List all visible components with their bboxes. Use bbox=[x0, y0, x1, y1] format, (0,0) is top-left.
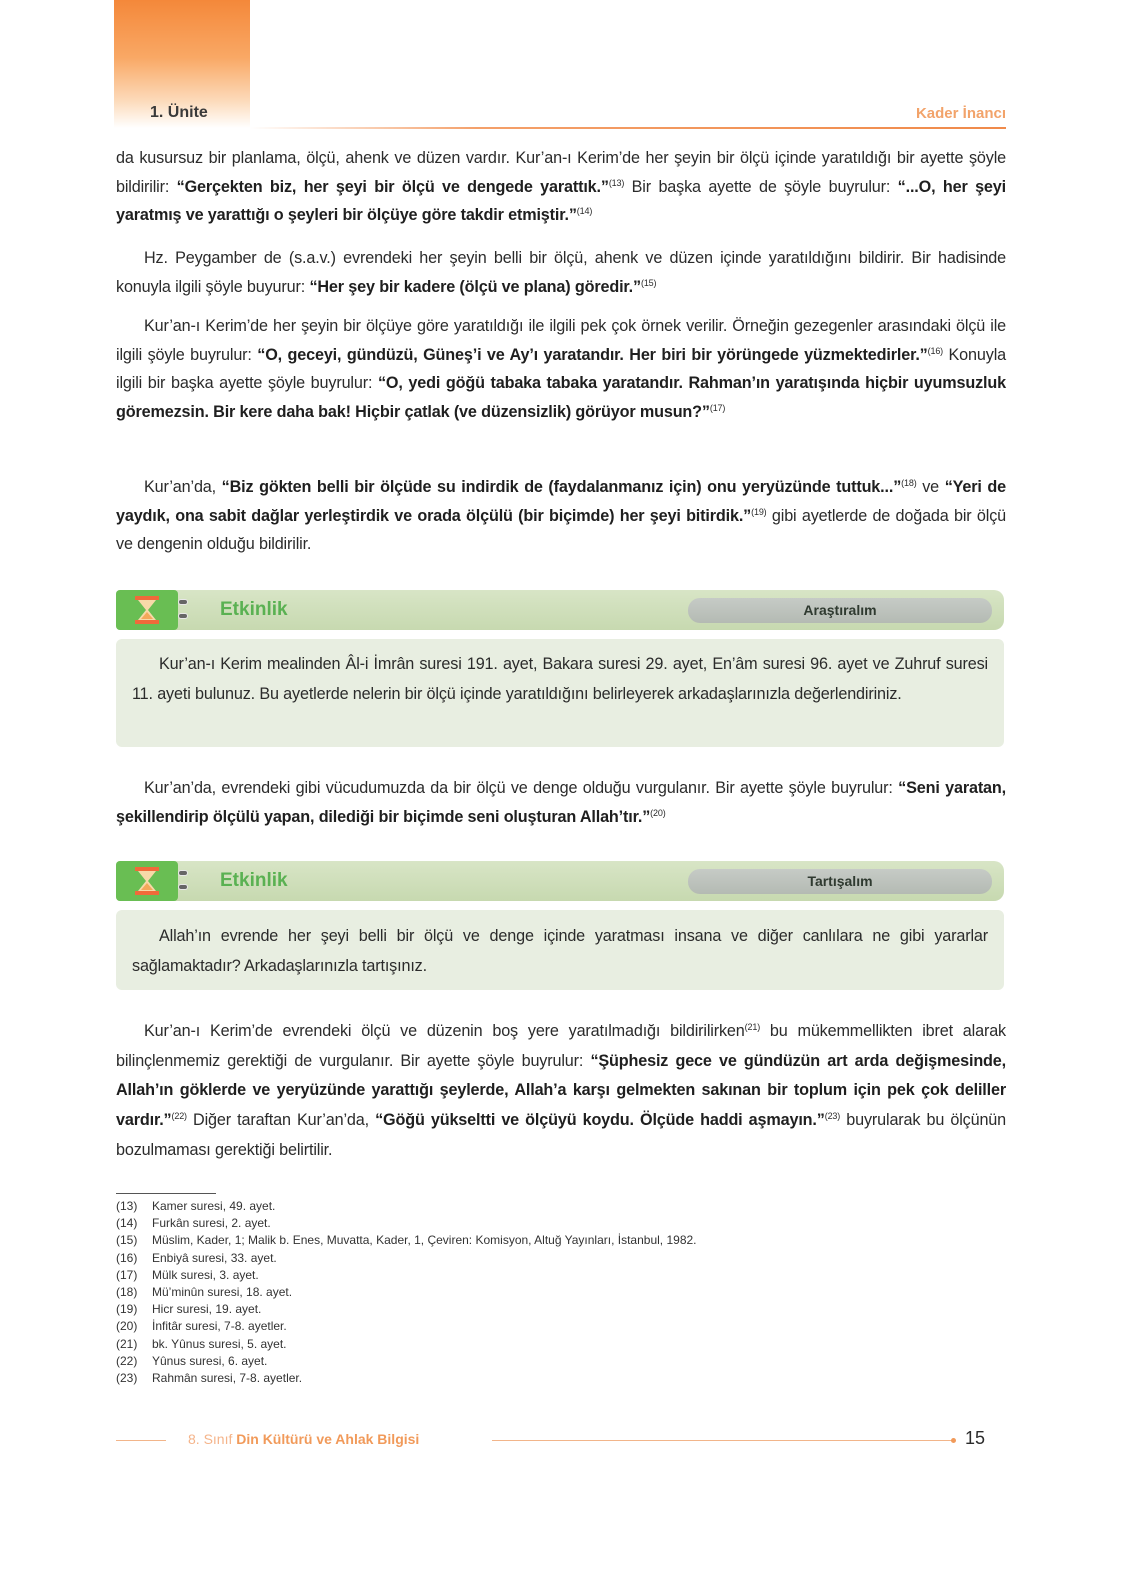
footnote-ref: (21) bbox=[744, 1022, 761, 1032]
footer-book-title bbox=[188, 1431, 419, 1447]
footnotes bbox=[116, 1198, 697, 1387]
paragraph: Hz. Peygamber de (s.a.v.) evrendeki her şeyin belli bir ölçü, ahenk ve düzen içinde yaratıldığını bildirir. Bir hadisinde konuyla ilgili şöyle buyurur: “Her şey bir kadere (ölçü ve plana) göredir.”$^{(15)}$ bbox=[116, 249, 1006, 296]
paragraph: Kur’an’da, evrendeki gibi vücudumuzda da bir ölçü ve denge olduğu vurgulanır. Bir ayette şöyle buyrulur: “Seni yaratan, şekillendirip ölçülü yapan, dilediği bir biçimde seni oluşturan Allah’tır.”$^{(20)}$ bbox=[116, 779, 1006, 826]
footnote-item bbox=[116, 1215, 697, 1232]
footnote-ref: (14) bbox=[576, 206, 593, 216]
footnote-item bbox=[116, 1370, 697, 1387]
hourglass-icon bbox=[133, 866, 161, 896]
quote-text: “Şüphesiz gece ve gündüzün art arda değişmesinde, Allah’ın göklerde ve yeryüzünde yarattığı şeylerde, Allah’a karşı gelmekten sakınan bir toplum için pek çok deliller vardır.” bbox=[116, 1051, 1006, 1130]
footer-rule-left bbox=[116, 1440, 166, 1441]
activity-body bbox=[116, 910, 1004, 990]
footnote-number: (14) bbox=[116, 1216, 138, 1231]
footnote-number: (16) bbox=[116, 1250, 138, 1265]
footnote-number: (21) bbox=[116, 1336, 138, 1351]
quote-text: “O, yedi göğü tabaka tabaka yaratandır. Rahman’ın yaratışında hiçbir uyumsuzluk göremezsin. Bir kere daha bak! Hiçbir çatlak (ve düzensizlik) görüyor musun?” bbox=[116, 374, 1006, 421]
footer-rule-right bbox=[492, 1440, 952, 1441]
quote-text: “O, geceyi, gündüzü, Güneş’i ve Ay’ı yaratandır. Her biri bir yörüngede yüzmektedirler.” bbox=[257, 345, 928, 364]
footnote-number: (13) bbox=[116, 1199, 138, 1213]
footnote-item bbox=[116, 1284, 697, 1301]
unit-label: 1. Ünite bbox=[150, 104, 208, 121]
footer-dot bbox=[951, 1438, 956, 1443]
paragraph: da kusursuz bir planlama, ölçü, ahenk ve düzen vardır. Kur’an-ı Kerim’de her şeyin bir ölçü içinde yaratıldığı bir ayette şöyle bildirilir: “Gerçekten biz, her şeyi bir ölçü ve dengede yarattık.”$^{(13)}$ Bir başka ayette de şöyle buyrulur: “...O, her şeyi yaratmış ve yarattığı o şeyleri bir ölçüye göre takdir etmiştir.”$^{(14)}$ bbox=[116, 149, 1006, 224]
footer-grade: 8. Sınıf bbox=[188, 1431, 233, 1447]
paragraph: Kur’an-ı Kerim’de evrendeki ölçü ve düzenin boş yere yaratılmadığı bildirilirken$^{(21)}$ bu mükemmellikten ibret alarak bilinçlenmemiz gerektiği de vurgulanır. Bir ayette şöyle buyrulur: “Şüphesiz gece ve gündüzün art arda değişmesinde, Allah’ın göklerde ve yeryüzünde yarattığı şeylerde, Allah’a karşı gelmekten sakınan bir toplum için pek çok deliller vardır.”$^{(22)}$ Diğer taraftan Kur’an’da, “Göğü yükseltti ve ölçüyü koydu. Ölçüde haddi aşmayın.”$^{(23)}$ buyrularak bu ölçünün bozulmaması gerektiği belirtilir. bbox=[116, 1022, 1006, 1159]
footnote-item bbox=[116, 1250, 697, 1267]
activity-tag: Tartışalım bbox=[688, 869, 992, 894]
footnote-number: (20) bbox=[116, 1319, 138, 1334]
footnote-ref: (17) bbox=[709, 402, 726, 413]
activity-header bbox=[116, 861, 1004, 901]
footnote-text: İnfitâr suresi, 7-8. ayetler. bbox=[152, 1319, 287, 1334]
activity-header bbox=[116, 590, 1004, 630]
footnote-ref: (13) bbox=[608, 177, 625, 188]
footnote-ref: (22) bbox=[171, 1111, 187, 1122]
activity-title: Etkinlik bbox=[220, 870, 288, 891]
footnote-text: Rahmân suresi, 7-8. ayetler. bbox=[152, 1371, 303, 1386]
binder-rings bbox=[179, 871, 187, 893]
footnote-number: (17) bbox=[116, 1267, 138, 1282]
activity-title: Etkinlik bbox=[220, 599, 288, 620]
footnote-number: (22) bbox=[116, 1353, 138, 1368]
footnote-item bbox=[116, 1267, 697, 1284]
footnote-number: (15) bbox=[116, 1233, 138, 1248]
footnote-ref: (20) bbox=[650, 807, 666, 818]
activity-text: Allah’ın evrende her şeyi belli bir ölçü ve denge içinde yaratması insana ve diğer canlılara ne gibi yararlar sağlamaktadır? Arkadaşlarınızla tartışınız. bbox=[132, 927, 988, 975]
footnote-item bbox=[116, 1318, 697, 1335]
footnote-text: bk. Yûnus suresi, 5. ayet. bbox=[152, 1336, 287, 1351]
activity-icon-box bbox=[116, 861, 178, 901]
header-rule bbox=[250, 127, 1006, 129]
footnote-ref: (23) bbox=[824, 1111, 841, 1122]
footnote-item bbox=[116, 1301, 697, 1318]
paragraph: Kur’an-ı Kerim’de her şeyin bir ölçüye göre yaratıldığı ile ilgili pek çok örnek verilir. Örneğin gezegenler arasındaki ölçü ile ilgili şöyle buyrulur: “O, geceyi, gündüzü, Güneş’i ve Ay’ı yaratandır. Her biri bir yörüngede yüzmektedirler.”$^{(16)}$ Konuyla ilgili bir başka ayette şöyle buyrulur: “O, yedi göğü tabaka tabaka yaratandır. Rahman’ın yaratışında hiçbir uyumsuzluk göremezsin. Bir kere daha bak! Hiçbir çatlak (ve düzensizlik) görüyor musun?”$^{(17)}$ bbox=[116, 317, 1006, 421]
footer-subject: Din Kültürü ve Ahlak Bilgisi bbox=[236, 1431, 420, 1447]
footnote-ref: (19) bbox=[751, 506, 767, 517]
footnote-text: Yûnus suresi, 6. ayet. bbox=[152, 1353, 268, 1368]
activity-body bbox=[116, 639, 1004, 747]
footnote-text: Hicr suresi, 19. ayet. bbox=[152, 1302, 262, 1317]
footnote-item bbox=[116, 1198, 697, 1215]
activity-text: Kur’an-ı Kerim mealinden Âl-i İmrân suresi 191. ayet, Bakara suresi 29. ayet, En’âm suresi 96. ayet ve Zuhruf suresi 11. ayeti bulunuz. Bu ayetlerde nelerin bir ölçü içinde yaratıldığını belirleyerek arkadaşlarınızla değerlendiriniz. bbox=[132, 655, 988, 703]
footnote-number: (23) bbox=[116, 1371, 138, 1386]
footnote-number: (19) bbox=[116, 1302, 138, 1317]
hourglass-icon bbox=[133, 595, 161, 625]
footnote-text: Mü’minûn suresi, 18. ayet. bbox=[152, 1285, 293, 1300]
quote-text: “Yeri de yaydık, ona sabit dağlar yerleştirdik ve orada ölçülü (bir biçimde) her şeyi bitirdik.” bbox=[116, 478, 1006, 525]
footnote-item bbox=[116, 1353, 697, 1370]
footnote-ref: (18) bbox=[901, 478, 917, 488]
footnote-text: Furkân suresi, 2. ayet. bbox=[152, 1216, 271, 1231]
quote-text: “Biz gökten belli bir ölçüde su indirdik de (faydalanmanız için) onu yeryüzünde tuttuk...” bbox=[221, 478, 902, 496]
footnote-text: Müslim, Kader, 1; Malik b. Enes, Muvatta, Kader, 1, Çeviren: Komisyon, Altuğ Yayınları, İstanbul, 1982. bbox=[152, 1233, 697, 1248]
footnote-item bbox=[116, 1336, 697, 1353]
footnote-text: Enbiyâ suresi, 33. ayet. bbox=[152, 1250, 277, 1265]
footnote-ref: (15) bbox=[640, 277, 657, 288]
footnote-number: (18) bbox=[116, 1285, 138, 1300]
footnote-divider bbox=[116, 1193, 216, 1194]
footnote-item bbox=[116, 1232, 697, 1249]
quote-text: “Her şey bir kadere (ölçü ve plana) göredir.” bbox=[309, 277, 641, 296]
binder-rings bbox=[179, 600, 187, 622]
footnote-text: Mülk suresi, 3. ayet. bbox=[152, 1267, 259, 1282]
quote-text: “Gerçekten biz, her şeyi bir ölçü ve dengede yarattık.” bbox=[176, 177, 609, 196]
quote-text: “Göğü yükseltti ve ölçüyü koydu. Ölçüde haddi aşmayın.” bbox=[375, 1111, 825, 1130]
paragraph: Kur’an’da, “Biz gökten belli bir ölçüde su indirdik de (faydalanmanız için) onu yeryüzünde tuttuk...”$^{(18)}$ ve “Yeri de yaydık, ona sabit dağlar yerleştirdik ve orada ölçülü (bir biçimde) her şeyi bitirdik.”$^{(19)}$ gibi ayetlerde de doğada bir ölçü ve dengenin olduğu bildirilir. bbox=[116, 478, 1006, 553]
footnote-ref: (16) bbox=[927, 345, 944, 356]
page-number: 15 bbox=[965, 1428, 986, 1448]
activity-tag: Araştıralım bbox=[688, 598, 992, 623]
chapter-title: Kader İnancı bbox=[915, 105, 1006, 122]
activity-icon-box bbox=[116, 590, 178, 630]
quote-text: “...O, her şeyi yaratmış ve yarattığı o şeyleri bir ölçüye göre takdir etmiştir.” bbox=[116, 177, 1006, 224]
quote-text: “Seni yaratan, şekillendirip ölçülü yapan, dilediği bir biçimde seni oluşturan Allah’tır.” bbox=[116, 779, 1006, 826]
footnote-text: Kamer suresi, 49. ayet. bbox=[152, 1199, 276, 1213]
